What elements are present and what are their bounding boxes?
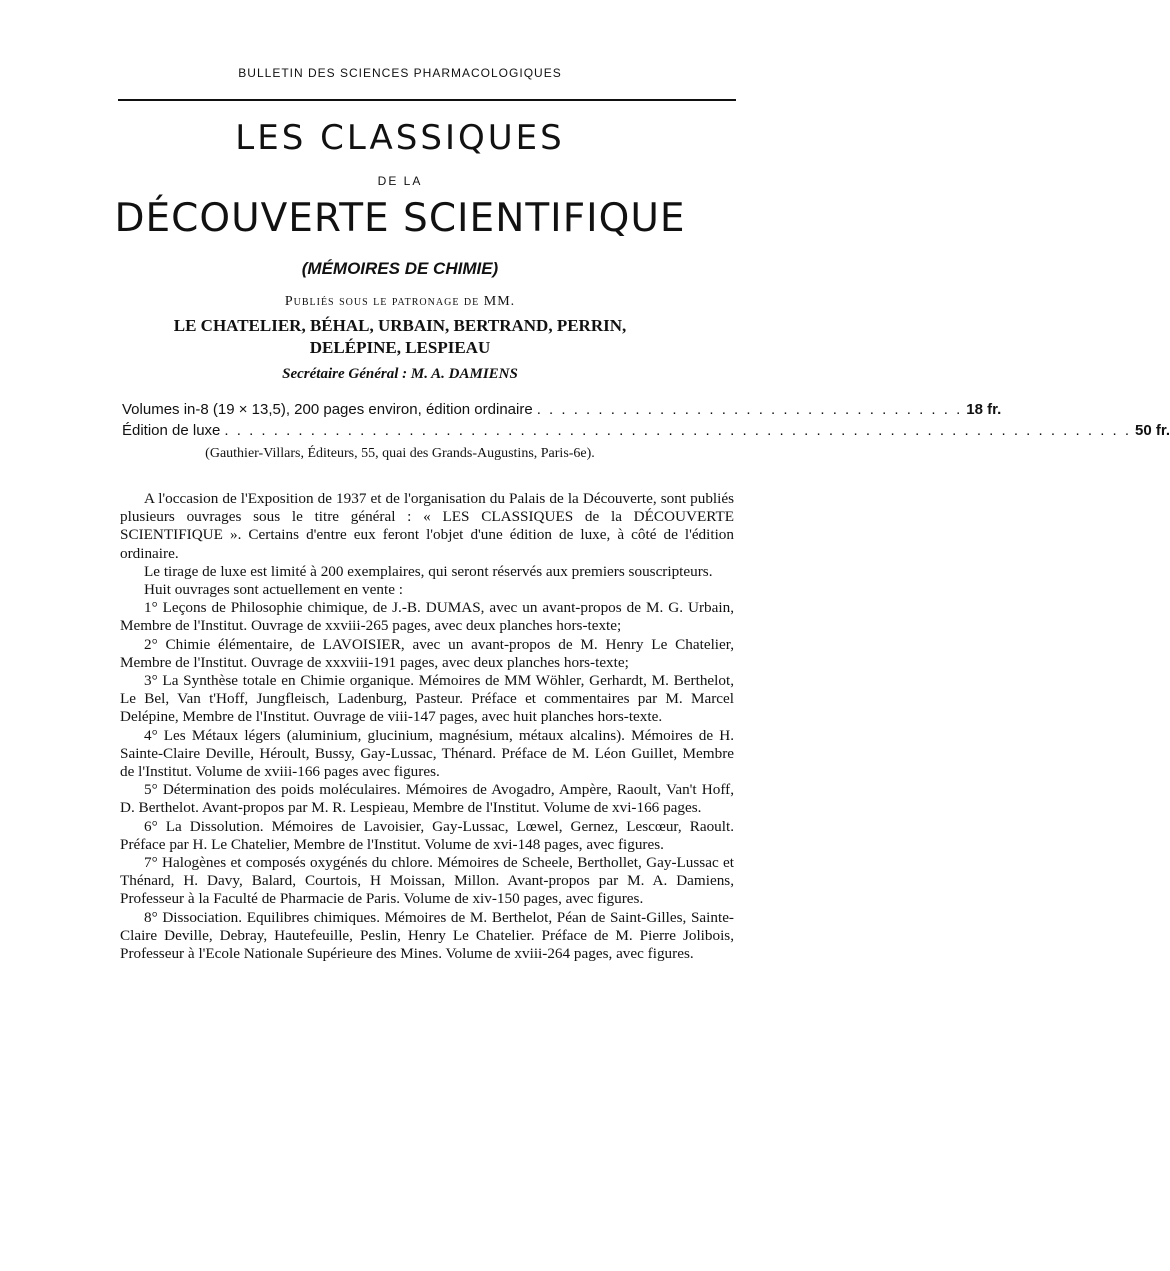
- paragraph: Le tirage de luxe est limité à 200 exemplaires, qui seront réservés aux premiers souscripteurs.: [144, 562, 713, 580]
- secretary-line: Secrétaire Général : M. A. DAMIENS: [282, 366, 518, 382]
- names-line-1: LE CHATELIER, BÉHAL, URBAIN, BERTRAND, PERRIN,: [173, 316, 627, 335]
- title-line-3: DÉCOUVERTE SCIENTIFIQUE: [114, 196, 686, 241]
- running-head: BULLETIN DES SCIENCES PHARMACOLOGIQUES: [238, 66, 562, 80]
- price-leader-dots: . . . . . . . . . . . . . . . . . . . . . . . . . . . . . . . . . . . . . . . . . . . . . . . . . . . . . . . . . . . . . . . . . . . . . . . . . .: [224, 422, 1132, 439]
- names-line-2: DELÉPINE, LESPIEAU: [309, 338, 491, 357]
- list-item: 2° Chimie élémentaire, de LAVOISIER, avec un avant-propos de M. Henry Le Chatelier, Membre de l'Institut. Ouvrage de xxxviii-191 pages, avec deux planches hors-texte;: [120, 635, 734, 671]
- price-label: Volumes in-8 (19 × 13,5), 200 pages environ, édition ordinaire: [122, 401, 533, 418]
- list-item: 6° La Dissolution. Mémoires de Lavoisier, Gay-Lussac, Lœwel, Gernez, Lescœur, Raoult. Préface par H. Le Chatelier, Membre de l'Institut. Volume de xvi-148 pages, avec figures.: [120, 817, 734, 853]
- price-leader-dots: . . . . . . . . . . . . . . . . . . . . . . . . . . . . . . . . . . .: [536, 401, 963, 418]
- title-line-1: LES CLASSIQUES: [235, 118, 565, 158]
- header-rule: [118, 99, 736, 101]
- price-value: 18 fr.: [966, 401, 1002, 418]
- subtitle: (MÉMOIRES DE CHIMIE): [301, 259, 499, 278]
- paragraph: Huit ouvrages sont actuellement en vente :: [144, 581, 403, 599]
- list-item: 5° Détermination des poids moléculaires. Mémoires de Avogadro, Ampère, Raoult, Van't Hoff, D. Berthelot. Avant-propos par M. R. Lespieau, Membre de l'Institut. Volume de xvi-166 pages.: [120, 781, 734, 817]
- paragraph: A l'occasion de l'Exposition de 1937 et de l'organisation du Palais de la Découverte, sont publiés plusieurs ouvrages sous le titre général : « LES CLASSIQUES de la DÉCOUVERTE SCIENTIFIQUE ». Certains d'entre eux feront l'objet d'une édition de luxe, à côté de l'édition ordinaire.: [120, 490, 734, 562]
- list-item: 3° La Synthèse totale en Chimie organique. Mémoires de MM Wöhler, Gerhardt, M. Berthelot, Le Bel, Van t'Hoff, Jungfleisch, Ladenburg, Pasteur. Préface et commentaires par M. Marcel Delépine, Membre de l'Institut. Ouvrage de viii-147 pages, avec huit planches hors-texte.: [120, 672, 734, 726]
- price-label: Édition de luxe: [122, 422, 221, 439]
- price-line: [122, 401, 1002, 418]
- price-value: 50 fr.: [1135, 422, 1170, 439]
- publisher-line: (Gauthier-Villars, Éditeurs, 55, quai des Grands-Augustins, Paris-6e).: [205, 446, 595, 461]
- list-item: 4° Les Métaux légers (aluminium, glucinium, magnésium, métaux alcalins). Mémoires de H. Sainte-Claire Deville, Héroult, Bussy, Gay-Lussac, Thénard. Préface de M. Léon Guillet, Membre de l'Institut. Volume de xviii-166 pages avec figures.: [120, 726, 734, 781]
- title-line-2: DE LA: [377, 174, 423, 188]
- price-line: [122, 422, 1170, 439]
- list-item: 1° Leçons de Philosophie chimique, de J.-B. DUMAS, avec un avant-propos de M. G. Urbain, Membre de l'Institut. Ouvrage de xxviii-265 pages, avec deux planches hors-texte;: [120, 599, 734, 635]
- list-item: 7° Halogènes et composés oxygénés du chlore. Mémoires de Scheele, Berthollet, Gay-Lussac et Thénard, H. Davy, Balard, Courtois, H Moissan, Millon. Avant-propos par M. A. Damiens, Professeur à la Faculté de Pharmacie de Paris. Volume de xiv-150 pages, avec figures.: [120, 854, 734, 908]
- body-text: [120, 490, 734, 963]
- patronage-line: Publiés sous le patronage de MM.: [284, 294, 516, 309]
- list-item: 8° Dissociation. Equilibres chimiques. Mémoires de M. Berthelot, Péan de Saint-Gilles, Sainte-Claire Deville, Debray, Hautefeuille, Peslin, Henry Le Chatelier. Préface de M. Pierre Jolibois, Professeur à l'Ecole Nationale Supérieure des Mines. Volume de xviii-264 pages, avec figures.: [120, 908, 734, 963]
